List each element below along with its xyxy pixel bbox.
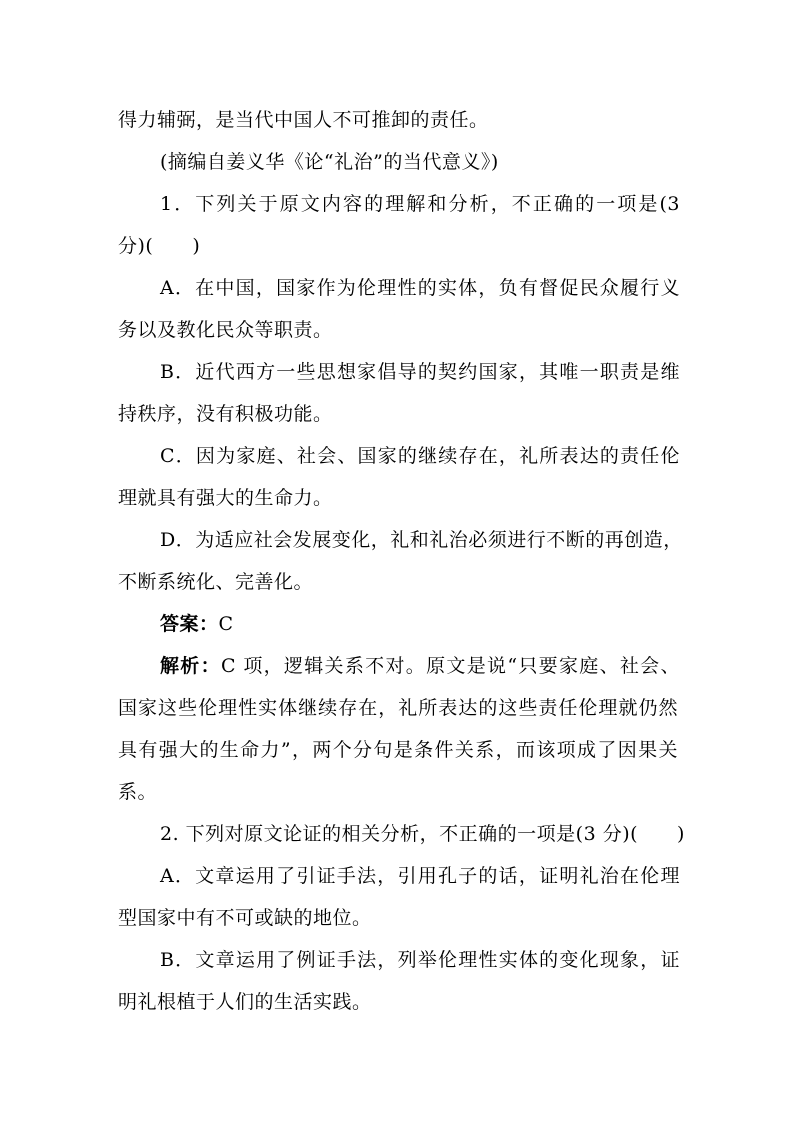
option-1c: C．因为家庭、社会、国家的继续存在，礼所表达的责任伦 [160, 445, 680, 467]
analysis-line [160, 654, 680, 678]
option-1a-cont: 务以及教化民众等职责。 [118, 319, 333, 341]
option-1a: A．在中国，国家作为伦理性的实体，负有督促民众履行义 [160, 277, 680, 299]
option-1c-cont: 理就具有强大的生命力。 [118, 487, 333, 509]
question-1-stem-cont: 分)( ) [118, 235, 201, 257]
analysis-cont: 国家这些伦理性实体继续存在，礼所表达的这些责任伦理就仍然 [118, 697, 678, 719]
option-2b-cont: 明礼根植于人们的生活实践。 [118, 991, 372, 1013]
option-1b: B．近代西方一些思想家倡导的契约国家，其唯一职责是维 [160, 361, 680, 383]
answer-line [160, 612, 680, 636]
question-1-stem: 1．下列关于原文内容的理解和分析，不正确的一项是(3 [160, 193, 680, 215]
option-2a-cont: 型国家中有不可或缺的地位。 [118, 907, 372, 929]
question-2-stem: 2. 下列对原文论证的相关分析，不正确的一项是(3 分)( ) [160, 823, 685, 845]
source-citation: (摘编自姜义华《论“礼治”的当代意义》) [160, 151, 499, 173]
option-2a: A．文章运用了引证手法，引用孔子的话，证明礼治在伦理 [160, 865, 680, 887]
option-1d: D．为适应社会发展变化，礼和礼治必须进行不断的再创造， [160, 529, 683, 551]
analysis-cont: 系。 [118, 781, 158, 803]
answer-value: C [218, 613, 234, 635]
analysis-cont: 具有强大的生命力”，两个分句是条件关系，而该项成了因果关 [118, 739, 678, 761]
analysis-text: C 项，逻辑关系不对。原文是说“只要家庭、社会、 [220, 655, 680, 677]
option-1d-cont: 不断系统化、完善化。 [118, 571, 314, 593]
analysis-label: 解析： [160, 655, 221, 677]
answer-label: 答案： [160, 613, 219, 635]
option-1b-cont: 持秩序，没有积极功能。 [118, 403, 333, 425]
option-2b: B．文章运用了例证手法，列举伦理性实体的变化现象，证 [160, 949, 680, 971]
paragraph-line: 得力辅弼，是当代中国人不可推卸的责任。 [118, 109, 489, 131]
